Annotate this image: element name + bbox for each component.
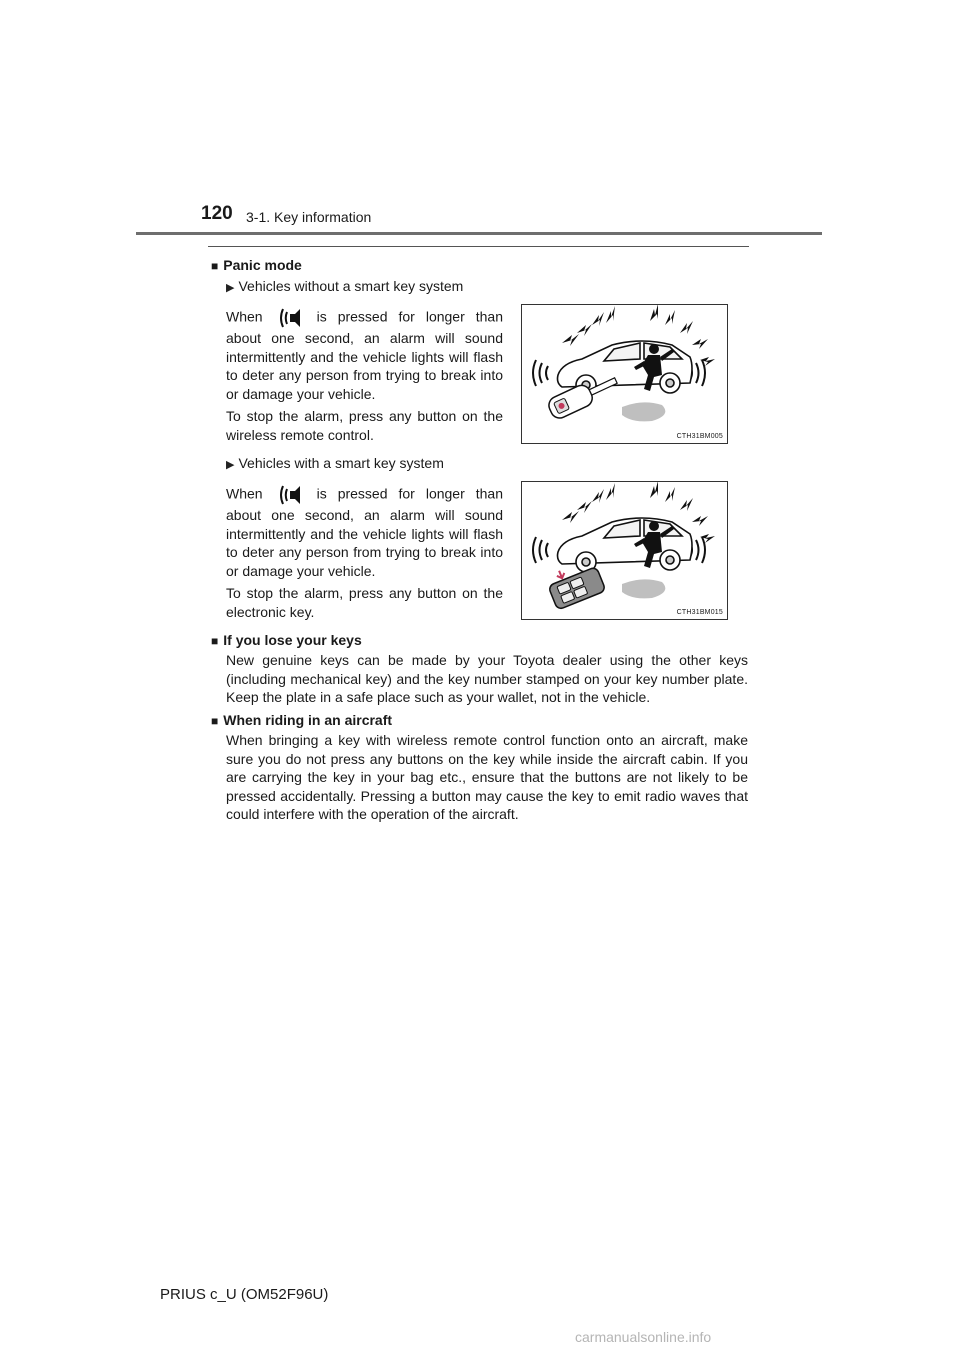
panic-button-icon — [267, 307, 313, 329]
square-bullet-icon: ■ — [211, 714, 219, 728]
watermark: carmanualsonline.info — [575, 1329, 712, 1345]
aircraft-title: When riding in an aircraft — [223, 712, 393, 728]
figure-code: CTH31BM005 — [676, 433, 723, 440]
triangle-bullet-icon: ▶ — [226, 282, 235, 294]
with-smart-stop-text: To stop the alarm, press any button on the electronic key. — [226, 585, 503, 620]
without-smart-key-label — [226, 278, 463, 294]
panic-button-icon — [267, 484, 313, 506]
without-smart-key-text: Vehicles without a smart key system — [238, 278, 464, 294]
lose-keys-text: New genuine keys can be made by your Toyota dealer using the other keys (including mechanical key) and the key number stamped on your key number plate. Keep the plate in a safe place such as your wallet, not in the vehicle. — [226, 652, 748, 706]
aircraft-text: When bringing a key with wireless remote control function onto an aircraft, make sure you do not press any buttons on the key while inside the aircraft cabin. If you are carrying the key in your bag etc., ensure that the buttons are not likely to be pressed accidentally. Pressing a button may cause the key to emit radio waves that could interfere with the operation of the aircraft. — [226, 732, 748, 823]
lose-keys-title: If you lose your keys — [223, 632, 362, 648]
without-smart-stop-text: To stop the alarm, press any button on the wireless remote control. — [226, 408, 503, 443]
without-smart-description: is pressed for longer than about one second, an alarm will sound intermittently and the vehicle lights will flash to deter any person from trying to break into or damage your vehicle. — [226, 308, 503, 402]
without-smart-paragraph — [226, 307, 503, 403]
page-number: 120 — [201, 203, 233, 224]
section-title: 3-1. Key information — [246, 209, 372, 225]
aircraft-heading — [211, 712, 392, 728]
header-rule — [136, 232, 822, 235]
panic-mode-heading — [211, 257, 302, 273]
with-smart-key-text: Vehicles with a smart key system — [238, 455, 444, 471]
with-smart-key-label — [226, 455, 444, 471]
with-smart-description: is pressed for longer than about one second, an alarm will sound intermittently and the vehicle lights will flash to deter any person from trying to break into or damage your vehicle. — [226, 485, 503, 579]
figure-remote-key-alarm — [521, 304, 728, 444]
square-bullet-icon: ■ — [211, 259, 219, 273]
when-text: When — [226, 485, 263, 502]
triangle-bullet-icon: ▶ — [226, 459, 235, 471]
square-bullet-icon: ■ — [211, 634, 219, 648]
car-alarm-illustration — [522, 305, 727, 443]
with-smart-paragraph — [226, 484, 503, 580]
when-text: When — [226, 308, 263, 325]
figure-code: CTH31BM015 — [676, 609, 723, 616]
panic-mode-title: Panic mode — [223, 257, 302, 273]
lose-keys-heading — [211, 632, 362, 648]
figure-smart-key-alarm — [521, 481, 728, 620]
car-alarm-illustration — [522, 482, 727, 619]
thin-rule — [208, 246, 749, 247]
footer-model: PRIUS c_U (OM52F96U) — [160, 1286, 329, 1303]
